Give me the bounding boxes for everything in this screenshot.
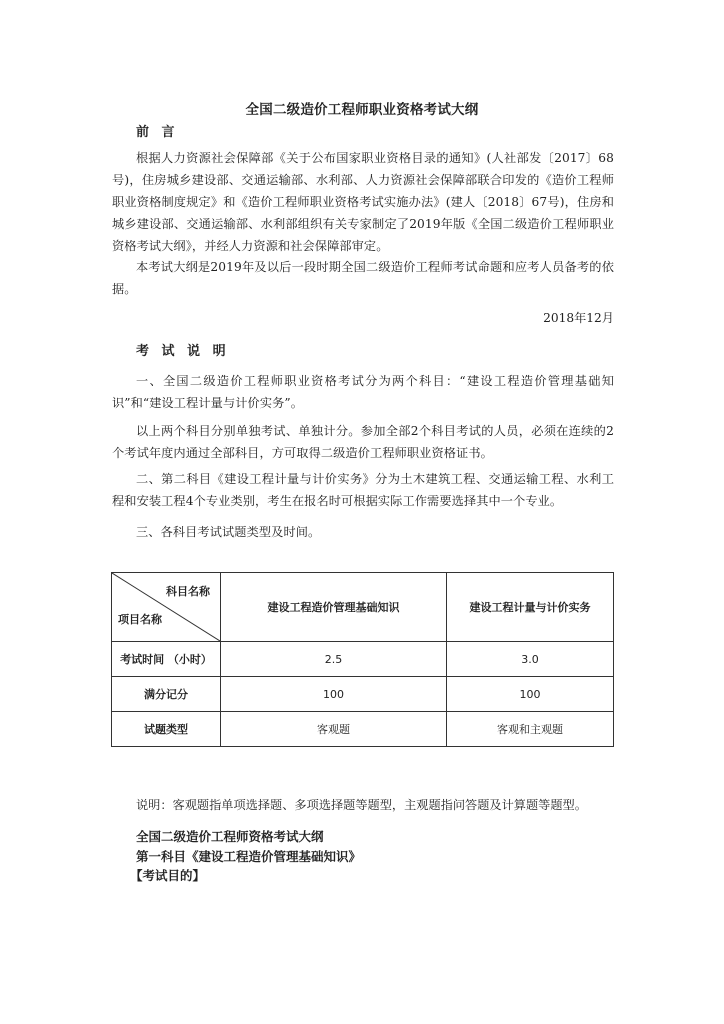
- column-header-subject-2: 建设工程计量与计价实务: [447, 573, 614, 642]
- exam-notes-paragraph-1: 一、全国二级造价工程师职业资格考试分为两个科目：“建设工程造价管理基础知识”和“建设工程计量与计价实务”。: [112, 374, 614, 410]
- table-row-full-score: [112, 677, 614, 712]
- exam-table: [111, 572, 614, 747]
- table-row-question-type: [112, 712, 614, 747]
- column-header-subject-1: 建设工程造价管理基础知识: [221, 573, 447, 642]
- cell-exam-time-subject-1: 2.5: [221, 642, 447, 677]
- preface-paragraph-2: 本考试大纲是2019年及以后一段时期全国二级造价工程师考试命题和应考人员备考的依据。: [112, 260, 614, 296]
- subject-title: 第一科目《建设工程造价管理基础知识》: [136, 849, 362, 864]
- corner-item-label: 项目名称: [118, 613, 162, 626]
- exam-notes-heading: 考 试 说 明: [136, 344, 230, 359]
- outline-title: 全国二级造价工程师资格考试大纲: [136, 829, 324, 844]
- section-title: 【考试目的】: [130, 868, 206, 883]
- preface-date: 2018年12月: [543, 311, 614, 325]
- row-label-full-score: 满分记分: [112, 677, 221, 712]
- table-row-exam-time: [112, 642, 614, 677]
- table-note: 说明：客观题指单项选择题、多项选择题等题型，主观题指问答题及计算题等题型。: [136, 798, 587, 812]
- exam-notes-paragraph-3: 二、第二科目《建设工程计量与计价实务》分为土木建筑工程、交通运输工程、水利工程和安装工程4个专业类别，考生在报名时可根据实际工作需要选择其中一个专业。: [112, 472, 614, 508]
- preface-paragraph-1: 根据人力资源社会保障部《关于公布国家职业资格目录的通知》(人社部发〔2017〕68号)，住房城乡建设部、交通运输部、水利部、人力资源社会保障部联合印发的《造价工程师职业资格制度规定》和《造价工程师职业资格考试实施办法》(建人〔2018〕67号)，住房和城乡建设部、交通运输部、水利部组织有关专家制定了2019年版《全国二级造价工程师职业资格考试大纲》，并经人力资源和社会保障部审定。: [112, 151, 614, 253]
- row-label-question-type: 试题类型: [112, 712, 221, 747]
- row-label-exam-time: 考试时间 （小时）: [112, 642, 221, 677]
- corner-subject-label: 科目名称: [166, 585, 210, 598]
- cell-full-score-subject-1: 100: [221, 677, 447, 712]
- preface-heading: 前 言: [136, 125, 179, 140]
- cell-exam-time-subject-2: 3.0: [447, 642, 614, 677]
- cell-question-type-subject-1: 客观题: [221, 712, 447, 747]
- document-title: 全国二级造价工程师职业资格考试大纲: [245, 102, 479, 118]
- cell-full-score-subject-2: 100: [447, 677, 614, 712]
- table-corner-cell: [112, 573, 221, 642]
- table-header-row: [112, 573, 614, 642]
- exam-notes-paragraph-4: 三、各科目考试试题类型及时间。: [136, 525, 321, 539]
- exam-notes-paragraph-2: 以上两个科目分别单独考试、单独计分。参加全部2个科目考试的人员，必须在连续的2个考试年度内通过全部科目，方可取得二级造价工程师职业资格证书。: [112, 424, 614, 460]
- cell-question-type-subject-2: 客观和主观题: [447, 712, 614, 747]
